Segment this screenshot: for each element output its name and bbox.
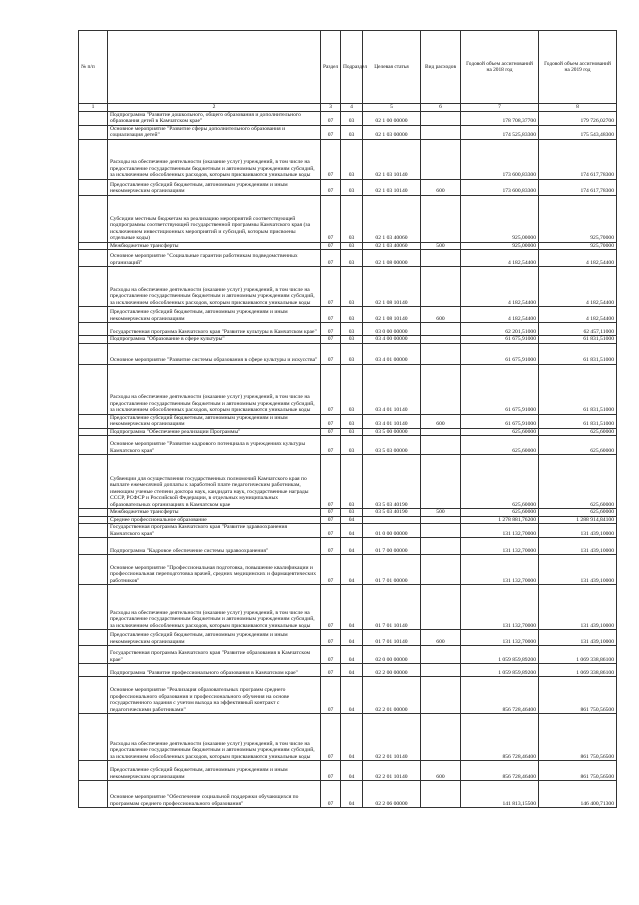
cell-target-article: 02 2 06 00000 [363,781,421,808]
cell-target-article: 02 1 00 00000 [363,111,421,125]
cell-amount-2018: 625,60000 [461,428,539,436]
cell-target-article: 02 2 01 00000 [363,677,421,714]
cell-no [79,677,108,714]
cell-amount-2019: 61 831,51000 [539,336,617,344]
cell-name: Предоставление субсидий бюджетным, автономным учреждениям и иным некоммерческим организациям [108,630,321,646]
cell-section: 07 [321,336,341,344]
cell-amount-2018: 62 201,51000 [461,323,539,336]
cell-amount-2019: 179 726,02700 [539,111,617,125]
cell-name: Субсидии местным бюджетам на реализацию мероприятий соответствующей подпрограммы соответствующей государственной программы Камчатского края (за исключением инвестиционных мероприятий и субсидий, которым присвоены отдельные коды) [108,195,321,242]
cell-no [79,781,108,808]
cell-amount-2019: 131 439,10000 [539,524,617,538]
cell-expense-type [421,364,461,414]
cell-name: Подпрограмма "Развитие дошкольного, общего образования и дополнительного образования детей в Камчатском крае" [108,111,321,125]
cell-subsection: 04 [341,677,363,714]
cell-name: Межбюджетные трансферты [108,509,321,517]
cell-expense-type: 600 [421,761,461,781]
cell-no [79,139,108,179]
cell-expense-type [421,555,461,585]
cell-target-article: 02 1 03 10140 [363,139,421,179]
cell-target-article: 01 7 01 10140 [363,585,421,630]
table-row [79,524,617,538]
cell-no [79,509,108,517]
cell-amount-2018: 925,00000 [461,242,539,250]
column-number: 1 [79,104,108,112]
table-row [79,585,617,630]
cell-expense-type: 500 [421,509,461,517]
cell-subsection: 03 [341,509,363,517]
table-row [79,630,617,646]
cell-amount-2019: 131 439,10000 [539,538,617,555]
cell-no [79,343,108,364]
table-row [79,250,617,267]
cell-section: 07 [321,343,341,364]
table-row [79,781,617,808]
table-row [79,414,617,428]
table-row [79,323,617,336]
cell-no [79,761,108,781]
cell-amount-2019: 61 831,51000 [539,364,617,414]
cell-section: 07 [321,524,341,538]
cell-target-article: 02 1 03 40060 [363,195,421,242]
cell-section: 07 [321,414,341,428]
cell-target-article: 01 7 01 10140 [363,630,421,646]
table-row [79,139,617,179]
table-row [79,336,617,344]
cell-amount-2018: 1 059 859,89200 [461,646,539,664]
cell-amount-2018: 625,60000 [461,436,539,455]
header-target-article: Целевая статья [363,31,421,104]
cell-no [79,364,108,414]
cell-subsection: 04 [341,555,363,585]
cell-section: 07 [321,436,341,455]
table-row [79,111,617,125]
cell-expense-type [421,336,461,344]
cell-section: 07 [321,761,341,781]
table-row [79,538,617,555]
cell-amount-2018: 856 728,46400 [461,677,539,714]
cell-expense-type: 600 [421,630,461,646]
cell-amount-2018: 4 182,54400 [461,267,539,307]
cell-no [79,646,108,664]
cell-amount-2019: 4 182,54400 [539,267,617,307]
cell-subsection: 04 [341,538,363,555]
cell-target-article: 02 1 08 00000 [363,250,421,267]
cell-name: Расходы на обеспечение деятельности (оказание услуг) учреждений, в том числе на предоставление государственным бюджетным и автономным учреждениям субсидий, за исключением обособленных расходов, которым присваиваются уникальные коды [108,267,321,307]
cell-amount-2018: 131 132,70000 [461,538,539,555]
cell-name: Расходы на обеспечение деятельности (оказание услуг) учреждений, в том числе на предоставление государственным бюджетным и автономным учреждениям субсидий, за исключением обособленных расходов, которым присваиваются уникальные коды [108,139,321,179]
cell-name: Расходы на обеспечение деятельности (оказание услуг) учреждений, в том числе на предоставление государственным бюджетным и автономным учреждениям субсидий, за исключением обособленных расходов, которым присваиваются уникальные коды [108,585,321,630]
cell-target-article: 02 0 00 00000 [363,646,421,664]
table-body [79,111,617,808]
cell-section: 07 [321,509,341,517]
header-2018: Годовой объем ассигнований на 2018 год [461,31,539,104]
cell-amount-2019: 925,70000 [539,195,617,242]
cell-no [79,585,108,630]
cell-name: Подпрограмма "Развитие профессионального образования в Камчатском крае" [108,664,321,677]
cell-amount-2019: 174 617,78300 [539,139,617,179]
cell-no [79,195,108,242]
cell-name: Государственная программа Камчатского края "Развитие культуры в Камчатском крае" [108,323,321,336]
cell-expense-type [421,267,461,307]
cell-section: 07 [321,179,341,195]
cell-amount-2018: 4 182,54400 [461,250,539,267]
cell-target-article: 03 0 00 00000 [363,323,421,336]
cell-section: 07 [321,307,341,323]
cell-target-article: 03 4 01 10140 [363,364,421,414]
cell-no [79,538,108,555]
cell-subsection: 03 [341,414,363,428]
cell-no [79,179,108,195]
cell-subsection: 04 [341,714,363,761]
cell-expense-type [421,343,461,364]
cell-amount-2019: 861 750,56500 [539,714,617,761]
cell-section: 07 [321,585,341,630]
cell-no [79,714,108,761]
table-row [79,555,617,585]
cell-expense-type [421,250,461,267]
cell-amount-2019: 4 182,54400 [539,250,617,267]
cell-amount-2019: 1 069 338,86100 [539,646,617,664]
cell-section: 07 [321,630,341,646]
cell-subsection: 03 [341,428,363,436]
cell-subsection: 04 [341,585,363,630]
cell-name: Государственная программа Камчатского края "Развитие здравоохранения Камчатского края" [108,524,321,538]
header-no: № п/п [79,31,108,104]
cell-section: 07 [321,646,341,664]
cell-no [79,414,108,428]
cell-section: 07 [321,195,341,242]
cell-target-article: 02 2 01 10140 [363,714,421,761]
cell-expense-type [421,516,461,524]
cell-amount-2019: 625,60000 [539,428,617,436]
cell-subsection: 04 [341,781,363,808]
cell-expense-type [421,455,461,509]
cell-subsection: 04 [341,630,363,646]
budget-page [78,30,616,870]
cell-section: 07 [321,664,341,677]
cell-amount-2019: 861 750,56500 [539,677,617,714]
cell-name: Основное мероприятие "Социальные гарантии работникам подведомственных организаций" [108,250,321,267]
cell-name: Основное мероприятие "Профессиональная подготовка, повышение квалификации и профессиональная переподготовка врачей, средних медицинских и фармацевтических работников" [108,555,321,585]
table-row [79,516,617,524]
column-number: 8 [539,104,617,112]
cell-expense-type [421,538,461,555]
cell-amount-2019: 62 457,11000 [539,323,617,336]
cell-amount-2019: 925,70000 [539,242,617,250]
cell-amount-2018: 173 600,83300 [461,139,539,179]
cell-amount-2019: 4 182,54400 [539,307,617,323]
cell-name: Подпрограмма "Обеспечение реализации Программы" [108,428,321,436]
cell-name: Предоставление субсидий бюджетным, автономным учреждениям и иным некоммерческим организациям [108,307,321,323]
cell-expense-type: 600 [421,414,461,428]
cell-name: Расходы на обеспечение деятельности (оказание услуг) учреждений, в том числе на предоставление государственным бюджетным и автономным учреждениям субсидий, за исключением обособленных расходов, которым присваиваются уникальные коды [108,364,321,414]
cell-amount-2019: 861 750,56500 [539,761,617,781]
cell-section: 07 [321,111,341,125]
table-row [79,242,617,250]
cell-target-article: 03 5 03 40190 [363,455,421,509]
cell-section: 07 [321,781,341,808]
cell-no [79,250,108,267]
table-row [79,677,617,714]
cell-no [79,516,108,524]
table-row [79,307,617,323]
cell-name: Государственная программа Камчатского края "Развитие образования в Камчатском крае" [108,646,321,664]
cell-section: 07 [321,242,341,250]
cell-no [79,436,108,455]
cell-expense-type [421,323,461,336]
cell-amount-2018: 625,60000 [461,509,539,517]
cell-subsection: 04 [341,664,363,677]
cell-subsection: 03 [341,364,363,414]
column-number: 2 [108,104,321,112]
cell-target-article: 02 1 08 10140 [363,267,421,307]
table-header [79,31,617,104]
table-row [79,714,617,761]
cell-target-article: 03 5 03 00000 [363,436,421,455]
cell-target-article: 03 4 01 00000 [363,343,421,364]
cell-target-article [363,516,421,524]
cell-expense-type [421,436,461,455]
cell-subsection: 03 [341,179,363,195]
cell-expense-type: 500 [421,242,461,250]
cell-subsection: 03 [341,139,363,179]
cell-amount-2019: 174 617,78300 [539,179,617,195]
column-number: 3 [321,104,341,112]
cell-expense-type [421,195,461,242]
cell-name: Подпрограмма "Образование в сфере культуры" [108,336,321,344]
cell-target-article: 02 2 01 10140 [363,761,421,781]
cell-subsection: 03 [341,307,363,323]
cell-name: Межбюджетные трансферты [108,242,321,250]
cell-no [79,630,108,646]
table-row [79,195,617,242]
cell-target-article: 03 4 00 00000 [363,336,421,344]
cell-no [79,242,108,250]
cell-amount-2019: 625,60000 [539,509,617,517]
cell-amount-2018: 61 675,91000 [461,336,539,344]
cell-no [79,336,108,344]
table-row [79,664,617,677]
cell-target-article: 02 2 00 00000 [363,664,421,677]
cell-amount-2018: 61 675,91000 [461,364,539,414]
table-row [79,646,617,664]
cell-no [79,111,108,125]
cell-target-article: 01 7 00 00000 [363,538,421,555]
cell-name: Основное мероприятие "Обеспечение социальной поддержки обучающихся по программам среднего профессионального образования" [108,781,321,808]
cell-expense-type: 600 [421,307,461,323]
cell-amount-2018: 925,00000 [461,195,539,242]
cell-expense-type [421,714,461,761]
header-expense-type: Вид расходов [421,31,461,104]
budget-table [78,30,617,808]
cell-subsection: 04 [341,761,363,781]
table-row [79,455,617,509]
cell-amount-2018: 1 278 881,76200 [461,516,539,524]
cell-section: 07 [321,455,341,509]
table-row [79,267,617,307]
cell-target-article: 02 1 08 10140 [363,307,421,323]
cell-name: Расходы на обеспечение деятельности (оказание услуг) учреждений, в том числе на предоставление государственным бюджетным и автономным учреждениям субсидий, за исключением обособленных расходов, которым присваиваются уникальные коды [108,714,321,761]
cell-amount-2019: 61 831,51000 [539,414,617,428]
table-row [79,179,617,195]
cell-subsection: 03 [341,343,363,364]
cell-section: 07 [321,267,341,307]
cell-subsection: 03 [341,455,363,509]
cell-amount-2019: 1 069 338,86100 [539,664,617,677]
cell-expense-type [421,111,461,125]
cell-no [79,323,108,336]
cell-section: 07 [321,125,341,139]
cell-no [79,428,108,436]
cell-subsection: 03 [341,267,363,307]
cell-amount-2018: 131 132,70000 [461,585,539,630]
cell-amount-2018: 174 525,83300 [461,125,539,139]
cell-amount-2019: 131 439,10000 [539,630,617,646]
cell-amount-2019: 61 831,51000 [539,343,617,364]
header-2019: Годовой объем ассигнований на 2019 год [539,31,617,104]
cell-amount-2019: 146 400,71300 [539,781,617,808]
table-row [79,343,617,364]
cell-amount-2018: 173 600,83300 [461,179,539,195]
cell-name: Основное мероприятие "Развитие системы образования в сфере культуры и искусства" [108,343,321,364]
cell-no [79,267,108,307]
header-subsection: Подраздел [341,31,363,104]
cell-expense-type [421,677,461,714]
cell-amount-2018: 131 132,70000 [461,524,539,538]
cell-amount-2018: 856 728,46400 [461,761,539,781]
cell-target-article: 01 0 00 00000 [363,524,421,538]
cell-amount-2019: 1 288 914,84100 [539,516,617,524]
cell-target-article: 02 1 03 10140 [363,179,421,195]
cell-target-article: 02 1 03 00000 [363,125,421,139]
table-row [79,364,617,414]
cell-amount-2018: 178 708,37700 [461,111,539,125]
cell-subsection: 04 [341,524,363,538]
cell-amount-2019: 131 439,10000 [539,585,617,630]
cell-name: Субвенции для осуществления государственных полномочий Камчатского края по выплате ежемесячной доплаты к заработной плате педагогическим работникам, имеющим ученые степени доктора наук, кандидата наук, государственные награды СССР, РСФСР и Российской Федерации, в отдельных муниципальных образовательных организациях в Камчатском крае [108,455,321,509]
cell-section: 07 [321,516,341,524]
cell-name: Основное мероприятие "Реализация образовательных программ среднего профессионального образования и профессионального обучения на основе государственного задания с учетом выхода на эффективный контракт с педагогическими работниками" [108,677,321,714]
cell-name: Подпрограмма "Кадровое обеспечение системы здравоохранения" [108,538,321,555]
cell-expense-type [421,585,461,630]
cell-name: Основное мероприятие "Развитие сферы дополнительного образования и социализация детей" [108,125,321,139]
cell-amount-2018: 1 059 859,89200 [461,664,539,677]
cell-target-article: 01 7 01 00000 [363,555,421,585]
cell-expense-type [421,781,461,808]
cell-no [79,555,108,585]
cell-amount-2018: 61 675,91000 [461,343,539,364]
cell-target-article: 03 5 00 00000 [363,428,421,436]
cell-amount-2018: 131 132,70000 [461,555,539,585]
cell-expense-type [421,646,461,664]
cell-section: 07 [321,538,341,555]
cell-expense-type [421,524,461,538]
cell-subsection: 04 [341,646,363,664]
table-row [79,436,617,455]
cell-target-article: 03 5 03 40190 [363,509,421,517]
column-number: 6 [421,104,461,112]
cell-amount-2019: 175 543,48300 [539,125,617,139]
cell-subsection: 03 [341,195,363,242]
cell-name: Предоставление субсидий бюджетным, автономным учреждениям и иным некоммерческим организациям [108,414,321,428]
cell-subsection: 03 [341,323,363,336]
cell-no [79,664,108,677]
cell-subsection: 03 [341,436,363,455]
cell-subsection: 03 [341,125,363,139]
cell-name: Предоставление субсидий бюджетным, автономным учреждениям и иным некоммерческим организациям [108,179,321,195]
cell-section: 07 [321,714,341,761]
cell-name: Основное мероприятие "Развитие кадрового потенциала в учреждениях культуры Камчатского края" [108,436,321,455]
cell-section: 07 [321,250,341,267]
cell-target-article: 02 1 03 40060 [363,242,421,250]
cell-name: Предоставление субсидий бюджетным, автономным учреждениям и иным некоммерческим организациям [108,761,321,781]
cell-amount-2018: 61 675,91000 [461,414,539,428]
cell-section: 07 [321,677,341,714]
cell-expense-type [421,664,461,677]
cell-subsection: 03 [341,250,363,267]
cell-amount-2018: 141 813,15500 [461,781,539,808]
cell-name: Среднее профессиональное образование [108,516,321,524]
cell-amount-2019: 131 439,10000 [539,555,617,585]
cell-subsection: 03 [341,111,363,125]
cell-amount-2019: 625,60000 [539,455,617,509]
cell-subsection: 04 [341,516,363,524]
cell-amount-2018: 625,60000 [461,455,539,509]
cell-section: 07 [321,139,341,179]
cell-expense-type: 600 [421,179,461,195]
cell-section: 07 [321,364,341,414]
cell-subsection: 03 [341,242,363,250]
table-row [79,761,617,781]
cell-no [79,524,108,538]
header-name [108,31,321,104]
cell-amount-2019: 625,60000 [539,436,617,455]
cell-no [79,125,108,139]
cell-amount-2018: 131 132,70000 [461,630,539,646]
table-row [79,509,617,517]
column-number: 4 [341,104,363,112]
cell-section: 07 [321,555,341,585]
table-row [79,125,617,139]
column-number: 5 [363,104,421,112]
cell-no [79,455,108,509]
header-section: Раздел [321,31,341,104]
cell-expense-type [421,428,461,436]
column-number-row [79,104,617,112]
column-number: 7 [461,104,539,112]
table-row [79,428,617,436]
cell-section: 07 [321,323,341,336]
cell-amount-2018: 4 182,54400 [461,307,539,323]
cell-section: 07 [321,428,341,436]
cell-amount-2018: 856 728,46400 [461,714,539,761]
cell-expense-type [421,125,461,139]
cell-expense-type [421,139,461,179]
cell-target-article: 03 4 01 10140 [363,414,421,428]
cell-no [79,307,108,323]
cell-subsection: 03 [341,336,363,344]
